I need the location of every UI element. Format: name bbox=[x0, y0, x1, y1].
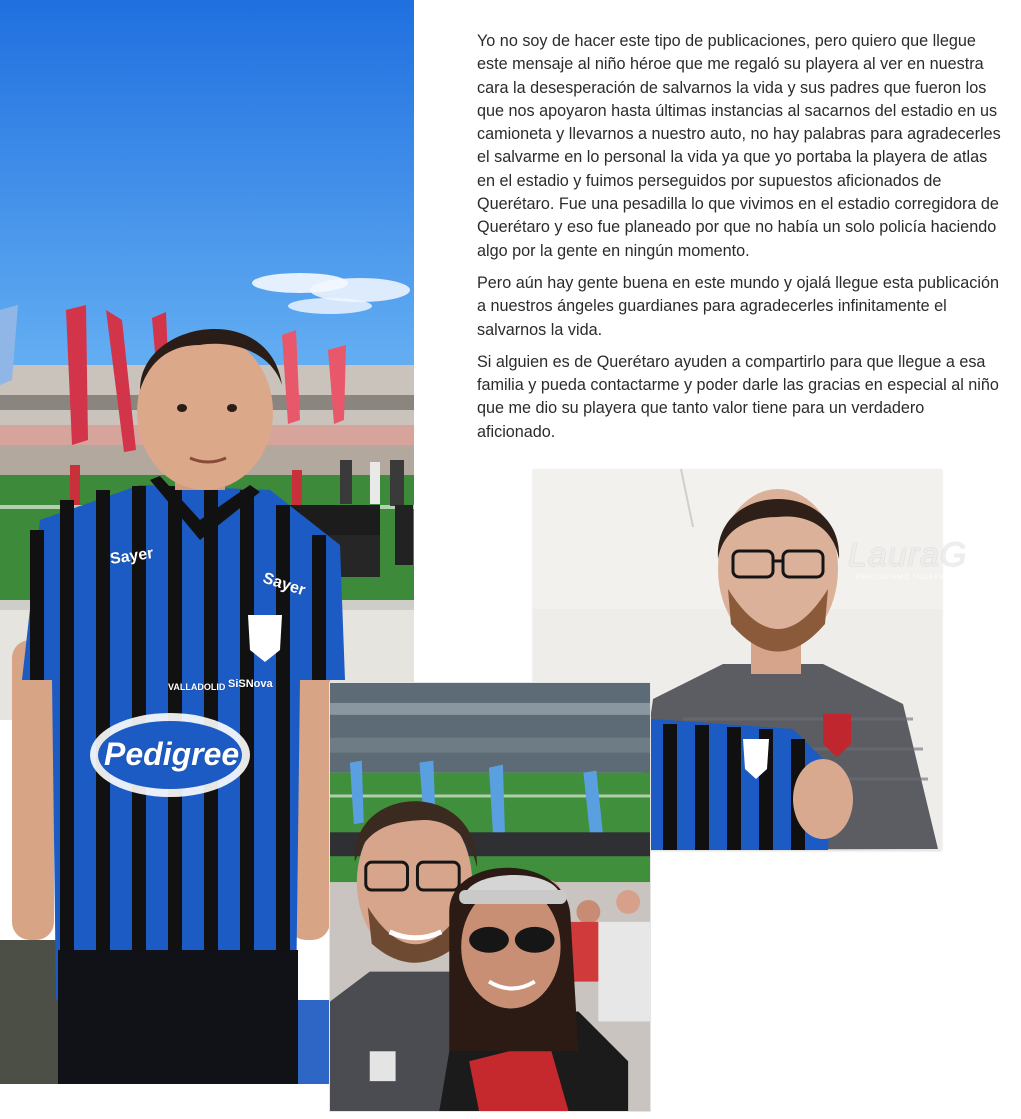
jersey-small-sponsor: SiSNova bbox=[228, 678, 273, 690]
post-paragraph-3: Si alguien es de Querétaro ayuden a compartirlo para que llegue a esa familia y pueda contactarme y poder darle las gracias en especial al niño que me dio su playera que tanto valor tiene para un verdadero aficionado. bbox=[477, 352, 999, 441]
photo-selfie-illustration bbox=[330, 683, 650, 1111]
jersey-sleeve-sponsor: Sayer bbox=[260, 569, 308, 600]
post-text bbox=[477, 30, 1007, 453]
jersey-chest-sponsor: Sayer bbox=[108, 545, 155, 568]
photo-selfie-in-stadium bbox=[329, 682, 651, 1112]
jersey-main-sponsor: Pedigree bbox=[104, 736, 240, 772]
post-paragraph-1: Yo no soy de hacer este tipo de publicaciones, pero quiero que llegue este mensaje al niño héroe que me regaló su playera al ver en nuestra cara la desesperación de salvarnos la vida y sus padres que fueron los que nos apoyaron hasta últimas instancias al sacarnos del estadio en us camioneta y llevarnos a nuestro auto, no hay palabras para agradecerles el salvarme en lo personal la vida ya que yo portaba la playera de atlas en el estadio y fuimos perseguidos por supuestos aficionados de Querétaro. Fue una pesadilla lo que vivimos en el estadio corregidora de Querétaro y eso fue planeado por que no había un solo policía haciendo algo por la gente en ningún momento. bbox=[477, 32, 1001, 260]
watermark-subtext: PERIODISMO INDEPENDIENTE bbox=[856, 574, 984, 581]
watermark bbox=[848, 536, 1018, 582]
jersey-city-sponsor: VALLADOLID bbox=[168, 682, 226, 692]
watermark-text: LauraG bbox=[848, 536, 968, 574]
post-paragraph-2: Pero aún hay gente buena en este mundo y ojalá llegue esta publicación a nuestros ángeles guardianes para agradecerles infinitamente el salvarnos la vida. bbox=[477, 273, 999, 339]
